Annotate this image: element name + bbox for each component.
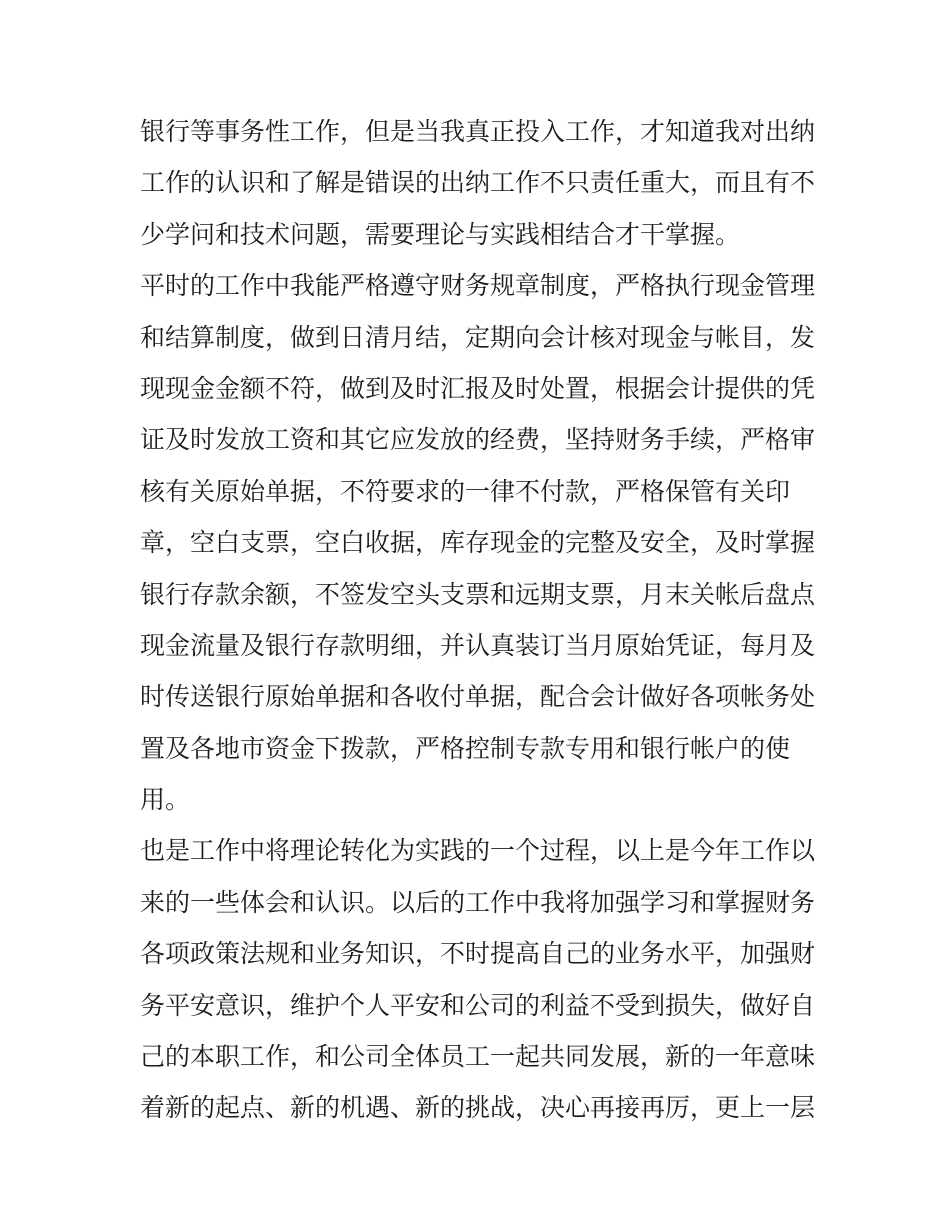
text-line: 银行存款余额，不签发空头支票和远期支票，月末关帐后盘点 xyxy=(140,579,816,609)
text-line: 和结算制度，做到日清月结，定期向会计核对现金与帐目，发 xyxy=(140,322,816,352)
text-line: 章，空白支票，空白收据，库存现金的完整及安全，及时掌握 xyxy=(140,528,816,558)
text-line: 也是工作中将理论转化为实践的一个过程，以上是今年工作以 xyxy=(140,836,816,866)
text-line: 证及时发放工资和其它应发放的经费，坚持财务手续，严格审 xyxy=(140,425,816,455)
text-line: 用。 xyxy=(140,785,191,815)
text-line: 银行等事务性工作，但是当我真正投入工作，才知道我对出纳 xyxy=(140,117,816,146)
text-line: 现现金金额不符，做到及时汇报及时处置，根据会计提供的凭 xyxy=(140,373,816,403)
text-line: 时传送银行原始单据和各收付单据，配合会计做好各项帐务处 xyxy=(140,682,816,712)
text-line: 各项政策法规和业务知识，不时提高自己的业务水平，加强财 xyxy=(140,939,816,969)
text-line: 现金流量及银行存款明细，并认真装订当月原始凭证，每月及 xyxy=(140,630,816,660)
text-line: 己的本职工作，和公司全体员工一起共同发展，新的一年意味 xyxy=(140,1042,816,1072)
text-line: 工作的认识和了解是错误的出纳工作不只责任重大，而且有不 xyxy=(140,168,816,198)
text-line: 来的一些体会和认识。以后的工作中我将加强学习和掌握财务 xyxy=(140,887,816,917)
text-line: 少学问和技术问题，需要理论与实践相结合才干掌握。 xyxy=(140,219,741,249)
text-line: 核有关原始单据，不符要求的一律不付款，严格保管有关印 xyxy=(140,476,791,506)
text-line: 务平安意识，维护个人平安和公司的利益不受到损失，做好自 xyxy=(140,990,816,1020)
document-body xyxy=(140,106,820,1134)
text-line: 平时的工作中我能严格遵守财务规章制度，严格执行现金管理 xyxy=(140,271,816,301)
text-line: 着新的起点、新的机遇、新的挑战，决心再接再厉，更上一层 xyxy=(140,1093,816,1123)
text-line: 置及各地市资金下拨款，严格控制专款专用和银行帐户的使 xyxy=(140,733,791,763)
